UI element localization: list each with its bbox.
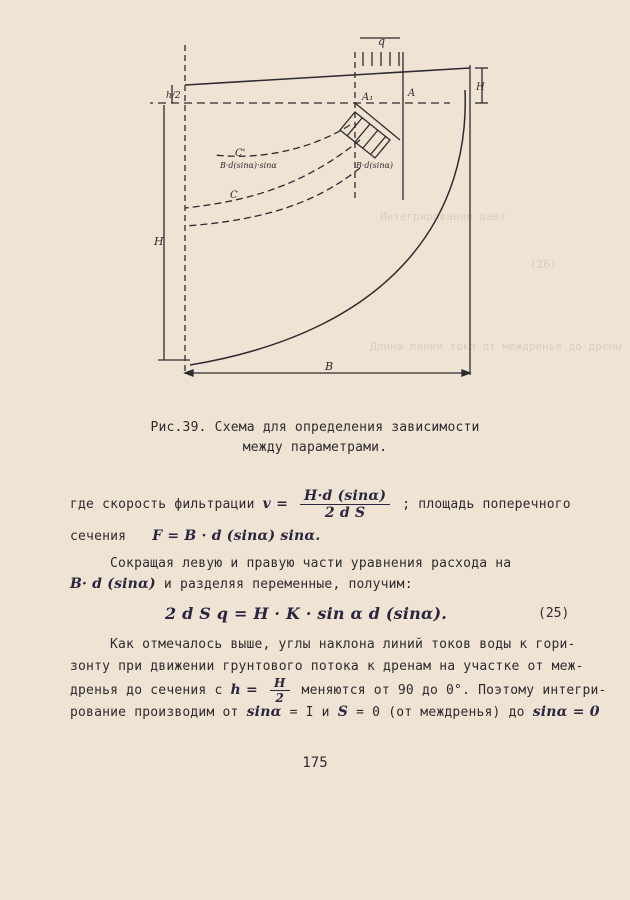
p4-b: = I и [289, 705, 330, 720]
p4-f2: S [337, 704, 349, 720]
label-s: B·d(sinα)·sinα [220, 161, 277, 170]
label-B: B [325, 360, 334, 373]
l1-prefix: где скорость фильтрации [70, 497, 255, 512]
p4-a: рование производим от [70, 705, 239, 720]
l1-v: v = [262, 496, 288, 512]
para-line-1: Как отмечалось выше, углы наклона линий токов воды к гори- [110, 637, 576, 652]
p3-denominator: 2 [275, 691, 285, 705]
l1-numerator: H·d (sinα) [300, 488, 390, 505]
label-A: A [408, 88, 416, 99]
p3-b: меняются от 90 до 0°. Поэтому интегри- [301, 683, 607, 698]
label-A1: A₁ [362, 92, 374, 103]
para-line-2: зонту при движении грунтового потока к дренам на участке от меж- [70, 659, 584, 674]
body-line-2 [70, 528, 320, 544]
p3-a: дренья до сечения с [70, 683, 223, 698]
p4-f3: sinα = 0 [532, 704, 600, 720]
bleed-text-1: Интегрирование дает [380, 210, 506, 223]
l1-denominator: 2 d S [324, 505, 366, 521]
l2-formula: F = B · d (sinα) sinα. [152, 528, 321, 544]
label-q: q [378, 35, 386, 48]
equation-25-number: (25) [538, 606, 570, 621]
body-line-4 [70, 576, 413, 592]
l1-suffix: ; площадь поперечного [402, 497, 571, 512]
label-H-left: H [154, 235, 164, 248]
l2-prefix: сечения [70, 529, 127, 544]
label-H-right: H [476, 82, 485, 93]
p4-c: = 0 (от междренья) до [356, 705, 525, 720]
p3-h: h = [230, 682, 258, 698]
l4-rest: и разделяя переменные, получим: [163, 577, 413, 592]
figure-caption-line1: Рис.39. Схема для определения зависимости [150, 420, 480, 435]
para-line-3 [70, 676, 607, 705]
body-line-3: Сокращая левую и правую части уравнения расхода на [110, 556, 512, 571]
bleed-text-2: (26) [530, 258, 557, 271]
page-number: 175 [302, 755, 328, 771]
figure-caption-line2: между параметрами. [242, 440, 388, 455]
equation-25: 2 d S q = H · K · sin α d (sinα). [165, 604, 448, 623]
p3-fraction [270, 676, 290, 705]
p3-numerator: H [270, 676, 290, 691]
bleed-text-3: Длина линии тока от междренья до дрены [370, 340, 622, 353]
drainage-scheme-figure [150, 30, 490, 390]
label-h-top: h/2 [166, 91, 181, 101]
label-bd: B·d(sinα) [356, 161, 394, 170]
label-C: C [230, 190, 238, 201]
label-C1: C' [235, 148, 246, 159]
body-line-1 [70, 488, 571, 521]
p4-f1: sinα [246, 704, 282, 720]
l4-formula: B· d (sinα) [70, 576, 156, 592]
para-line-4 [70, 704, 600, 720]
l1-fraction [300, 488, 390, 521]
